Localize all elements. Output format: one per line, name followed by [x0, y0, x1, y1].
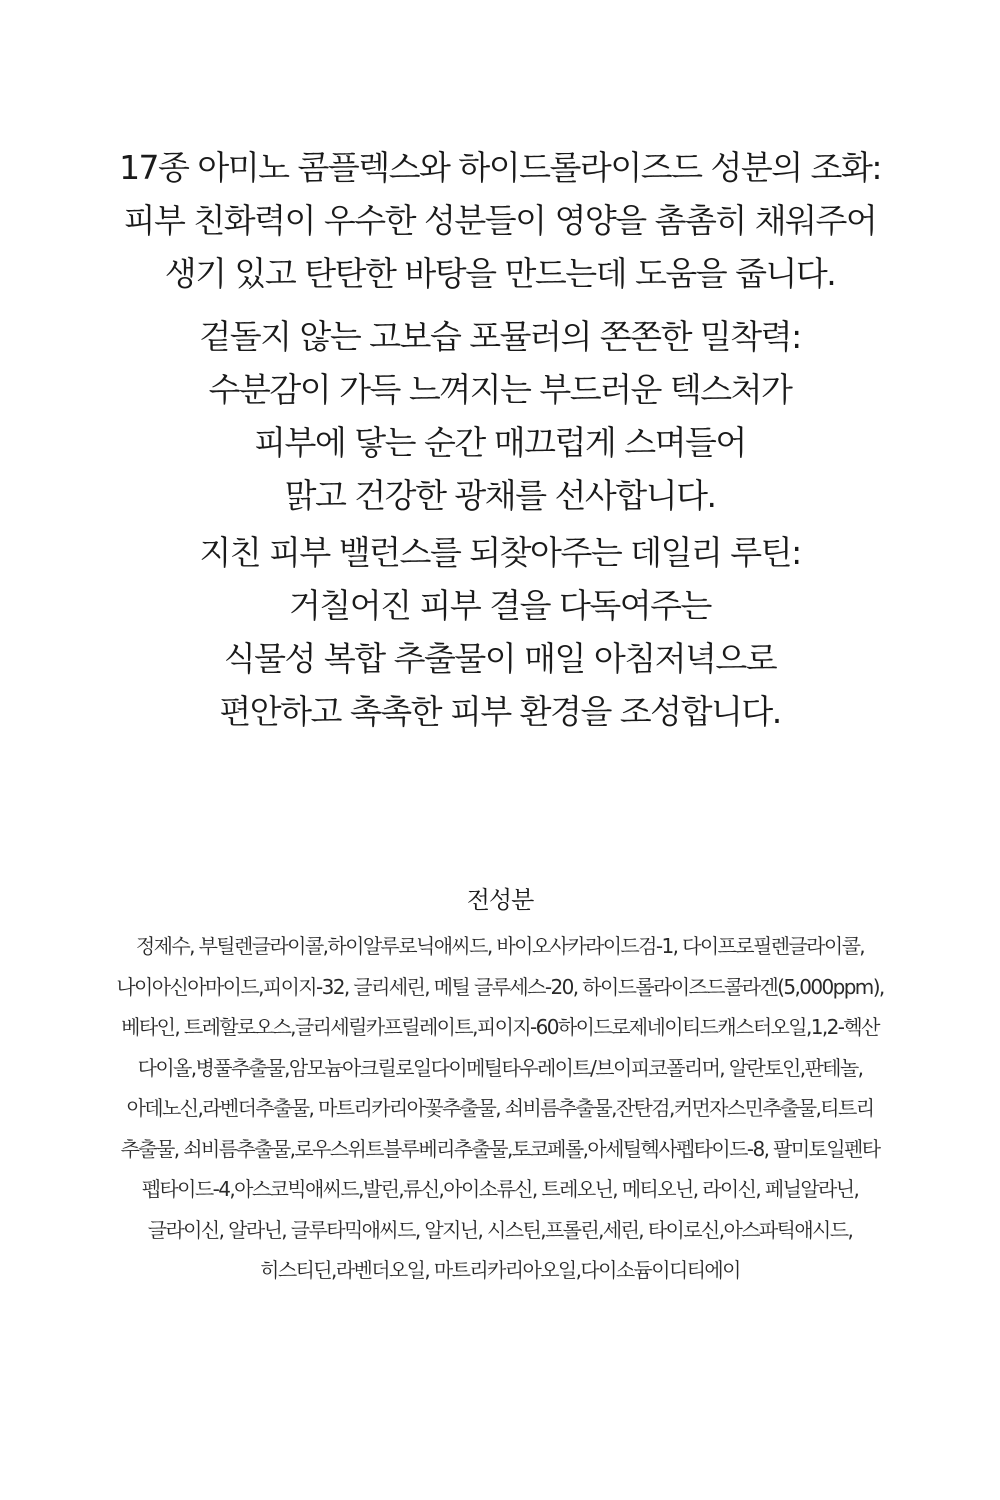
- ingredient-list-line: 글라이신, 알라닌, 글루타믹애씨드, 알지닌, 시스틴,프롤린,세린, 타이로신,아스파틱애시드,: [147, 1217, 853, 1242]
- feature-amino-complex: [40, 141, 960, 300]
- ingredient-list-line: 아데노신,라벤더추출물, 마트리카리아꽃추출물, 쇠비름추출물,잔탄검,커먼자스민추출물,티트리: [126, 1096, 874, 1120]
- ingredient-list-line: 다이올,병풀추출물,암모늄아크릴로일다이메틸타우레이트/브이피코폴리머, 알란토인,판테놀,: [137, 1055, 863, 1080]
- feature-text: 피부 친화력이 우수한 성분들이 영양을 촘촘히 채워주어: [123, 201, 877, 240]
- feature-text: 거칠어진 피부 결을 다독여주는: [289, 586, 711, 625]
- ingredients-title: 전성분: [466, 886, 534, 914]
- feature-text: 피부에 닿는 순간 매끄럽게 스며들어: [254, 423, 746, 462]
- ingredient-list-line: 정제수, 부틸렌글라이콜,하이알루로닉애씨드, 바이오사카라이드검-1, 다이프로필렌글라이콜,: [135, 934, 865, 958]
- feature-heading: 겉돌지 않는 고보습 포뮬러의 쫀쫀한 밀착력:: [199, 317, 801, 356]
- full-ingredients-section: [20, 878, 980, 1291]
- ingredient-list-line: 펩타이드-4,아스코빅애씨드,발린,류신,아이소류신, 트레오닌, 메티오닌, 라이신, 페닐알라닌,: [141, 1177, 859, 1201]
- feature-heading: 17종 아미노 콤플렉스와 하이드롤라이즈드 성분의 조화:: [119, 148, 881, 187]
- feature-text: 생기 있고 탄탄한 바탕을 만드는데 도움을 줍니다.: [164, 254, 836, 293]
- ingredient-list-line: 베타인, 트레할로오스,글리세릴카프릴레이트,피이지-60하이드로제네이티드캐스터오일,1,2-헥산: [121, 1015, 879, 1039]
- ingredient-list-line: 추출물, 쇠비름추출물,로우스위트블루베리추출물,토코페롤,아세틸헥사펩타이드-8, 팔미토일펜타: [120, 1136, 880, 1161]
- feature-text: 식물성 복합 추출물이 매일 아침저녁으로: [223, 639, 777, 678]
- ingredient-list-line: 히스티딘,라벤더오일, 마트리카리아오일,다이소듐이디티에이: [260, 1258, 740, 1282]
- feature-text: 맑고 건강한 광채를 선사합니다.: [284, 476, 716, 515]
- feature-text: 편안하고 촉촉한 피부 환경을 조성합니다.: [219, 692, 781, 731]
- ingredient-list-line: 나이아신아마이드,피이지-32, 글리세린, 메틸 글루세스-20, 하이드롤라이즈드콜라겐(5,000ppm),: [116, 974, 884, 999]
- feature-heading: 지친 피부 밸런스를 되찾아주는 데일리 루틴:: [199, 533, 801, 572]
- feature-moisture-formula: [40, 310, 960, 522]
- feature-text: 수분감이 가득 느껴지는 부드러운 텍스처가: [208, 370, 792, 409]
- feature-daily-routine: [40, 526, 960, 738]
